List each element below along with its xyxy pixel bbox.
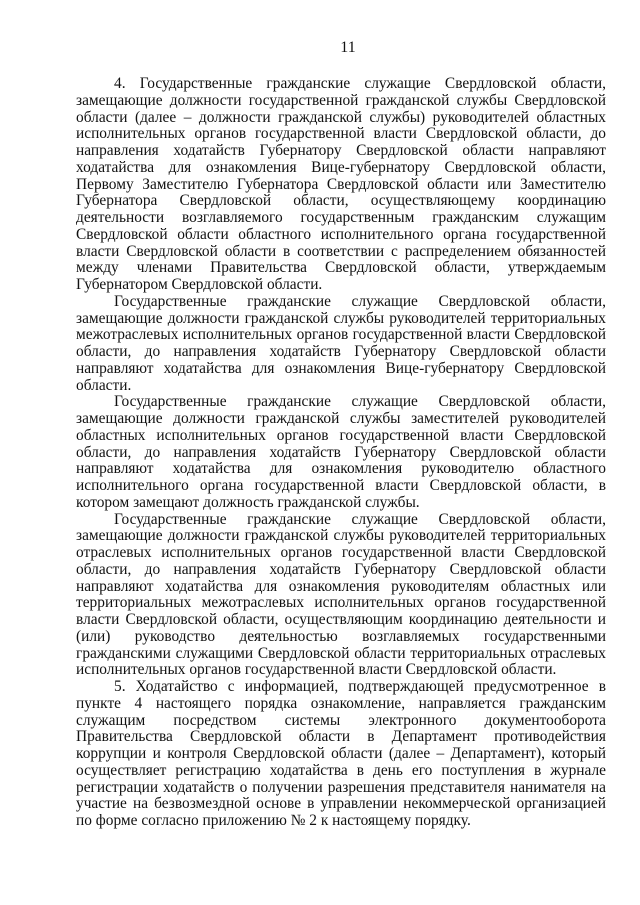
paragraph-item-5: 5. Ходатайство с информацией, подтверждающей предусмотренное в пункте 4 настоящего порядка ознакомление, направляется гражданским служащим посредством системы электронного документооборота Правительства Свердловской области в Департамент противодействия коррупции и контроля Свердловской области (далее – Департамент), который осуществляет регистрацию ходатайства в день его поступления в журнале регистрации ходатайств о получении разрешения представителя нанимателя на участие на безвозмездной основе в управлении некоммерческой организацией по форме согласно приложению № 2 к настоящему порядку. <box>76 678 606 829</box>
paragraph-territorial-heads: Государственные гражданские служащие Свердловской области, замещающие должности гражданской службы руководителей территориальных отраслевых исполнительных органов государственной власти Свердловской области, до направления ходатайств Губернатору Свердловской области направляют ходатайства для ознакомления руководителям областных или территориальных межотраслевых исполнительных органов государственной власти Свердловской области, осуществляющим координацию деятельности и (или) руководство деятельностью возглавляемых государственными гражданскими служащими Свердловской области территориальных отраслевых исполнительных органов государственной власти Свердловской области. <box>76 510 606 679</box>
paragraph-regional-heads: Государственные гражданские служащие Свердловской области, замещающие должности гражданской службы руководителей территориальных межотраслевых исполнительных органов государственной власти Свердловской области, до направления ходатайств Губернатору Свердловской области направляют ходатайства для ознакомления Вице-губернатору Свердловской области. <box>76 292 606 394</box>
page-number: 11 <box>340 39 356 56</box>
document-body <box>76 76 606 830</box>
paragraph-item-4: 4. Государственные гражданские служащие Свердловской области, замещающие должности государственной гражданской службы Свердловской области (далее – должности гражданской службы) руководителей областных исполнительных органов государственной власти Свердловской области, до направления ходатайств Губернатору Свердловской области направляют ходатайства для ознакомления Вице-губернатору Свердловской области, Первому Заместителю Губернатора Свердловской области или Заместителю Губернатора Свердловской области, осуществляющему координацию деятельности возглавляемого государственным гражданским служащим Свердловской области областного исполнительного органа государственной власти Свердловской области в соответствии с распределением обязанностей между членами Правительства Свердловской области, утверждаемым Губернатором Свердловской области. <box>76 75 606 293</box>
paragraph-deputy-heads: Государственные гражданские служащие Свердловской области, замещающие должности гражданской службы заместителей руководителей областных исполнительных органов государственной власти Свердловской области, до направления ходатайств Губернатору Свердловской области направляют ходатайства для ознакомления руководителю областного исполнительного органа государственной власти Свердловской области, в котором замещают должность гражданской службы. <box>76 393 606 511</box>
